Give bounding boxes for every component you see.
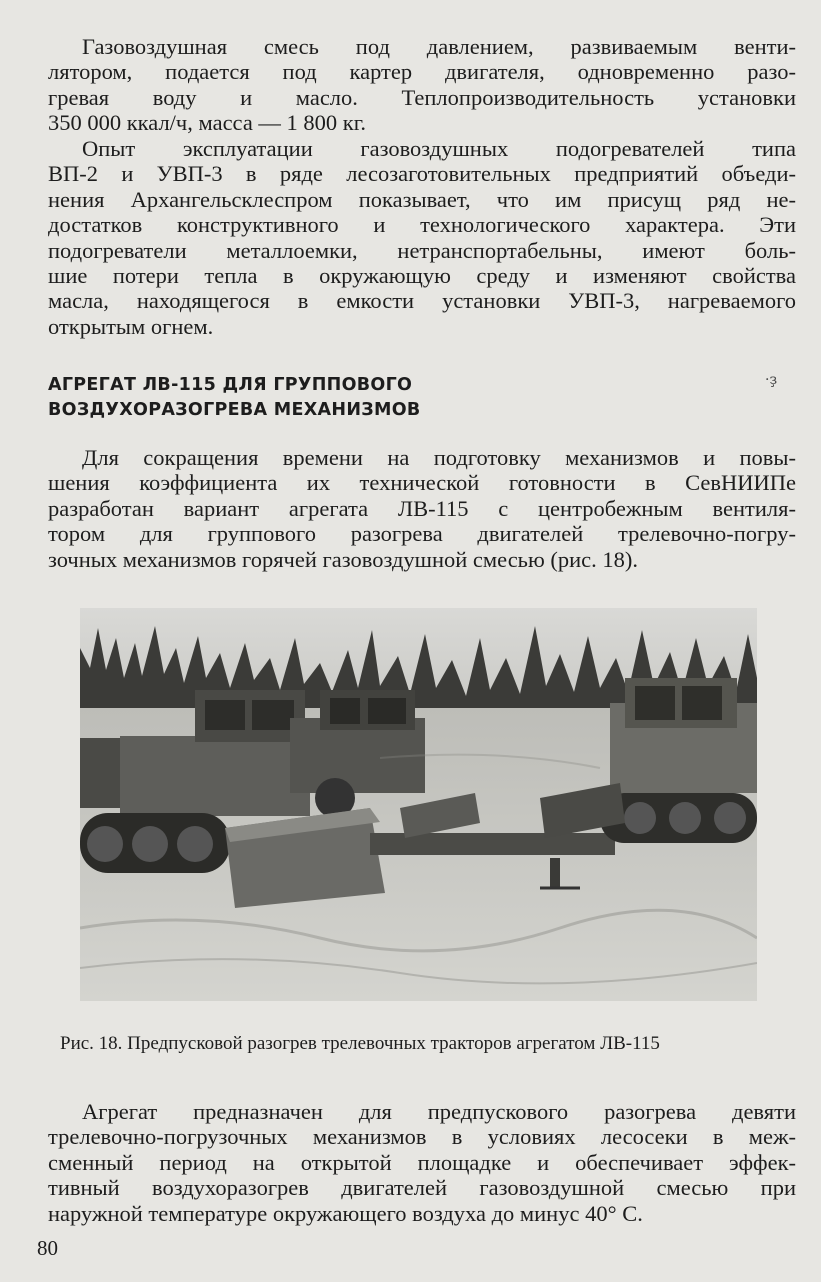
text-line: достатков конструктивного и технологического характера. Эти <box>48 212 796 238</box>
paragraph-3 <box>48 445 796 572</box>
figure-photo-tractors <box>80 608 757 1001</box>
photo-illustration <box>80 608 757 1001</box>
text-line: тивный воздухоразогрев двигателей газовоздушной смесью при <box>48 1175 796 1201</box>
text-line: гревая воду и масло. Теплопроизводительность установки <box>48 84 796 110</box>
text-line: открытым огнем. <box>48 313 214 339</box>
text-line: масла, находящегося в емкости установки УВП-3, нагреваемого <box>48 288 796 314</box>
text-line: 350 000 ккал/ч, масса — 1 800 кг. <box>48 110 367 136</box>
text-line: ВП-2 и УВП-3 в ряде лесозаготовительных предприятий объеди- <box>48 161 796 187</box>
text-line: наружной температуре окружающего воздуха до минус 40° С. <box>48 1200 643 1226</box>
text-line: Для сокращения времени на подготовку механизмов и повы- <box>82 445 796 470</box>
text-line: Газовоздушная смесь под давлением, развиваемым венти- <box>82 34 796 59</box>
text-line: нения Архангельсклеспром показывает, что им присущ ряд не- <box>48 186 796 212</box>
text-line: шие потери тепла в окружающую среду и изменяют свойства <box>48 262 796 288</box>
text-line: разработан вариант агрегата ЛВ-115 с центробежным вентиля- <box>48 495 796 521</box>
paragraph-2 <box>48 136 796 339</box>
section-heading <box>48 373 608 423</box>
text-line: зочных механизмов горячей газовоздушной смесью (рис. 18). <box>48 546 639 572</box>
text-line: Агрегат предназначен для предпускового разогрева девяти <box>82 1099 796 1124</box>
heading-line: АГРЕГАТ ЛВ-115 ДЛЯ ГРУППОВОГО <box>48 375 413 395</box>
print-smudge: ·ҙ <box>765 372 777 388</box>
text-line: шения коэффициента их технической готовности в СевНИИПе <box>48 470 796 496</box>
text-line: трелевочно-погрузочных механизмов в условиях лесосеки в меж- <box>48 1124 796 1150</box>
heading-line: ВОЗДУХОРАЗОГРЕВА МЕХАНИЗМОВ <box>48 400 421 420</box>
text-line: сменный период на открытой площадке и обеспечивает эффек- <box>48 1149 796 1175</box>
text-line: тором для группового разогрева двигателей трелевочно-погру- <box>48 521 796 547</box>
paragraph-4 <box>48 1099 796 1226</box>
paragraph-1 <box>48 34 796 136</box>
text-line: подогреватели металлоемки, нетранспортабельны, имеют боль- <box>48 237 796 263</box>
text-line: лятором, подается под картер двигателя, одновременно разо- <box>48 59 796 85</box>
page-number: 80 <box>37 1236 58 1260</box>
text-line: Опыт эксплуатации газовоздушных подогревателей типа <box>82 136 796 161</box>
figure-caption: Рис. 18. Предпусковой разогрев трелевочных тракторов агрегатом ЛВ-115 <box>60 1033 660 1054</box>
